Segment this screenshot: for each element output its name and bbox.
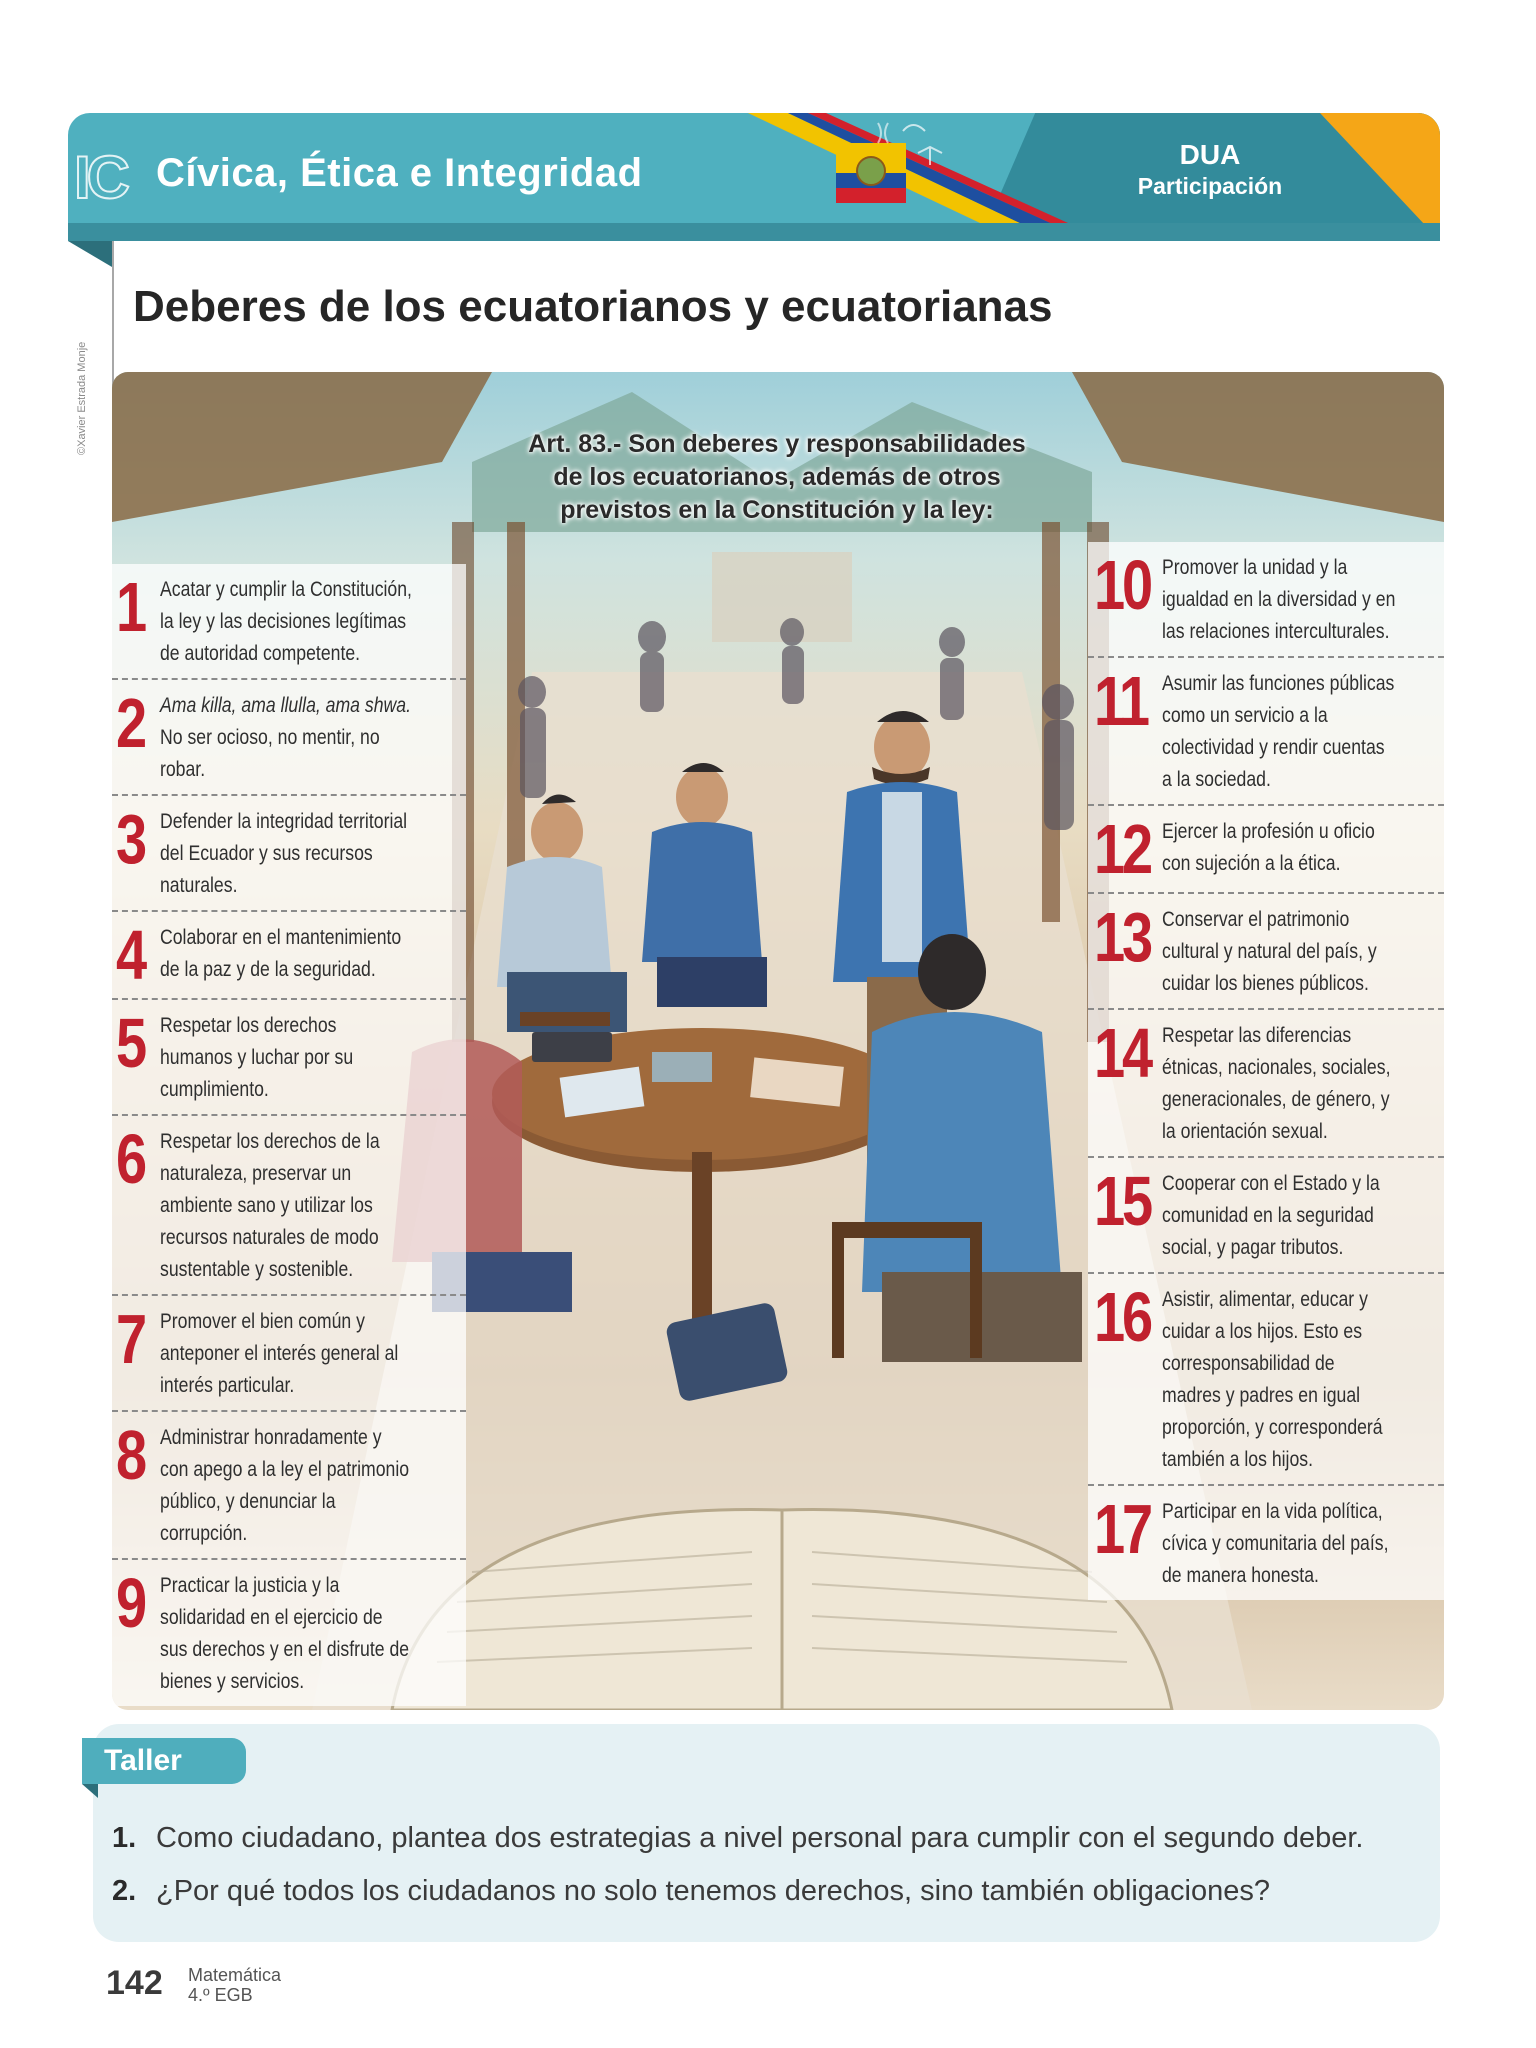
duty-number: 17 (1094, 1490, 1150, 1568)
ecuador-flag-icon (728, 113, 1068, 241)
ic-logo: IC (74, 144, 126, 211)
banner-fold (68, 241, 112, 267)
duty-item (1088, 1486, 1444, 1600)
duty-text: Respetar los derechos humanos y luchar por su cumplimiento. (160, 1014, 354, 1101)
subject-banner (68, 113, 1440, 241)
dua-subtitle: Participación (1137, 173, 1283, 199)
duty-text: Practicar la justicia y la solidaridad en el ejercicio de sus derechos y en el disfrute de bienes y servicios. (160, 1574, 410, 1693)
taller-question (112, 1822, 1364, 1855)
duty-text: Participar en la vida política, cívica y comunitaria del país, de manera honesta. (1162, 1500, 1389, 1587)
dua-badge (1100, 139, 1320, 200)
duty-text (160, 688, 414, 786)
duty-number: 10 (1094, 546, 1150, 624)
duty-number: 7 (116, 1300, 144, 1378)
duties-left-column (112, 564, 466, 1706)
illustration-panel (112, 372, 1444, 1710)
duty-number: 2 (116, 684, 144, 762)
duty-number: 9 (116, 1564, 144, 1642)
duty-text: Ejercer la profesión u oficio con sujeción a la ética. (1162, 820, 1375, 875)
question-number: 1. (112, 1822, 137, 1854)
duty-item (112, 912, 466, 1000)
duty-text: Respetar los derechos de la naturaleza, preservar un ambiente sano y utilizar los recursos naturales de modo sustentable y sostenible. (160, 1130, 380, 1281)
duty-number: 4 (116, 916, 144, 994)
footer-subject (188, 1965, 281, 2005)
duty-item (1088, 542, 1444, 658)
duty-text: Administrar honradamente y con apego a la ley el patrimonio público, y denunciar la corrupción. (160, 1426, 410, 1545)
duty-text: Respetar las diferencias étnicas, nacionales, sociales, generacionales, de género, y la orientación sexual. (1162, 1024, 1391, 1143)
duty-item (1088, 1158, 1444, 1274)
duty-item (112, 564, 466, 680)
duty-item (1088, 806, 1444, 894)
footer-subject-name: Matemática (188, 1965, 282, 1985)
duty-number: 5 (116, 1004, 144, 1082)
duty-number: 12 (1094, 810, 1150, 888)
duty-text: Asumir las funciones públicas como un servicio a la colectividad y rendir cuentas a la sociedad. (1162, 672, 1395, 791)
footer-grade: 4.º EGB (188, 1985, 253, 2005)
page-number: 142 (106, 1964, 163, 2002)
subject-title: Cívica, Ética e Integridad (156, 151, 643, 195)
duty-text: Colaborar en el mantenimiento de la paz y de la seguridad. (160, 926, 402, 981)
question-number: 2. (112, 1875, 137, 1907)
duty-text-rest: No ser ocioso, no mentir, no robar. (160, 726, 380, 781)
duty-number: 6 (116, 1120, 144, 1198)
duty-item (1088, 1010, 1444, 1158)
question-text: Como ciudadano, plantea dos estrategias a nivel personal para cumplir con el segundo deber. (156, 1822, 1364, 1854)
duty-number: 1 (116, 568, 144, 646)
duty-text: Asistir, alimentar, educar y cuidar a los hijos. Esto es corresponsabilidad de madres y padres en igual proporción, y corresponderá también a los hijos. (1162, 1288, 1383, 1471)
duty-text: Cooperar con el Estado y la comunidad en la seguridad social, y pagar tributos. (1162, 1172, 1380, 1259)
page-title: Deberes de los ecuatorianos y ecuatorianas (133, 282, 1053, 331)
duty-text: Promover la unidad y la igualdad en la diversidad y en las relaciones interculturales. (1162, 556, 1396, 643)
duty-item (112, 796, 466, 912)
duty-number: 8 (116, 1416, 144, 1494)
duty-number: 11 (1094, 662, 1147, 740)
duties-right-column (1088, 542, 1444, 1600)
duty-item (112, 1000, 466, 1116)
duty-item (112, 1412, 466, 1560)
taller-label: Taller (82, 1738, 246, 1784)
duty-kichwa-text: Ama killa, ama llulla, ama shwa. (160, 694, 411, 717)
duty-item (112, 680, 466, 796)
duty-item (1088, 658, 1444, 806)
taller-tab-fold (82, 1784, 98, 1798)
duty-text: Conservar el patrimonio cultural y natural del país, y cuidar los bienes públicos. (1162, 908, 1377, 995)
duty-text: Promover el bien común y anteponer el interés general al interés particular. (160, 1310, 399, 1397)
duty-number: 14 (1094, 1014, 1150, 1092)
duty-item (112, 1116, 466, 1296)
article-83-heading: Art. 83.- Son deberes y responsabilidades de los ecuatorianos, además de otros previstos en la Constitución y la ley: (528, 430, 1026, 524)
question-text: ¿Por qué todos los ciudadanos no solo tenemos derechos, sino también obligaciones? (156, 1875, 1270, 1907)
image-credit: ©Xavier Estrada Monje (76, 341, 88, 455)
duty-number: 15 (1094, 1162, 1150, 1240)
duty-item (112, 1296, 466, 1412)
duty-item (1088, 1274, 1444, 1486)
taller-question (112, 1875, 1270, 1908)
duty-number: 3 (116, 800, 144, 878)
duty-text: Acatar y cumplir la Constitución, la ley y las decisiones legítimas de autoridad competente. (160, 578, 412, 665)
duty-text: Defender la integridad territorial del Ecuador y sus recursos naturales. (160, 810, 408, 897)
banner-bottom-strip (68, 223, 1440, 241)
dua-title: DUA (1179, 139, 1241, 170)
duty-number: 13 (1094, 898, 1150, 976)
duty-item (1088, 894, 1444, 1010)
duty-number: 16 (1094, 1278, 1150, 1356)
duty-item (112, 1560, 466, 1706)
